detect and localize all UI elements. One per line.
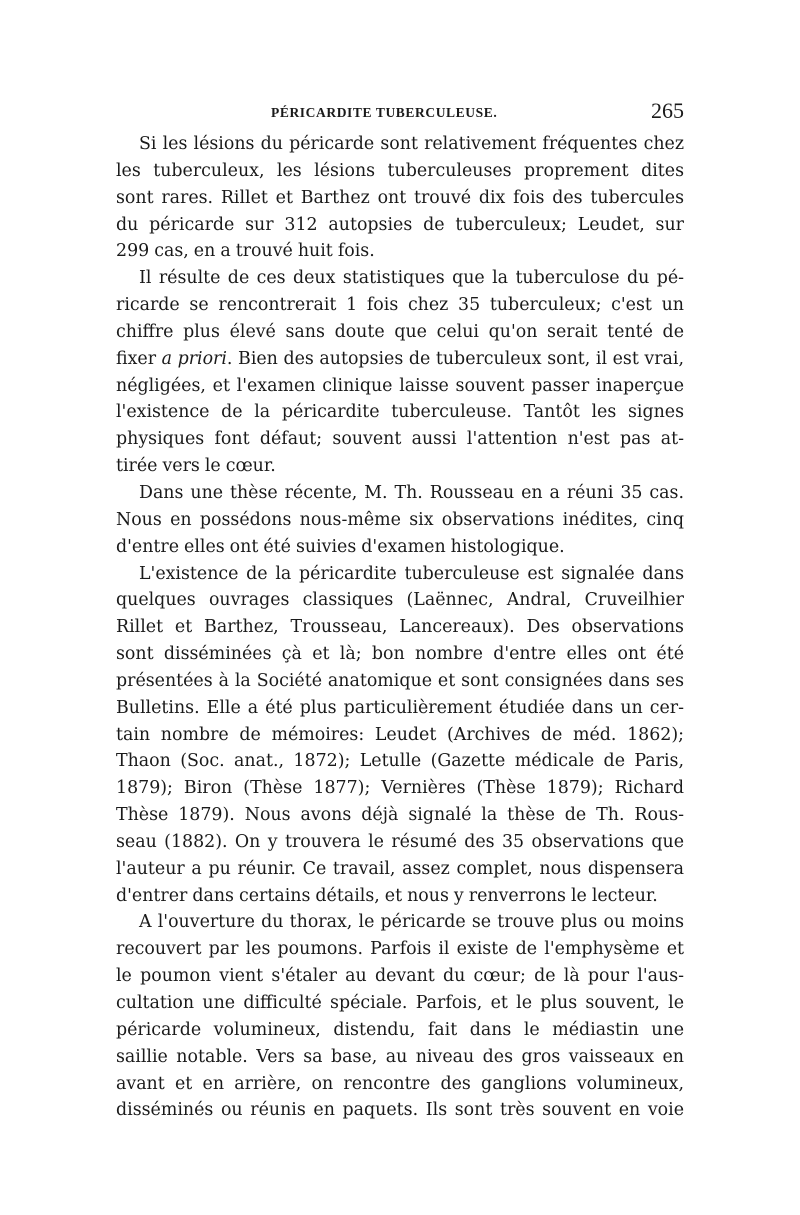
text-line: saillie notable. Vers sa base, au niveau des gros vaisseaux en (116, 1046, 684, 1067)
text-line: avant et en arrière, on rencontre des ganglions volumineux, (116, 1073, 684, 1094)
text-line: les tuberculeux, les lésions tuberculeuses proprement dites (116, 160, 684, 181)
text-line: Rillet et Barthez, Trousseau, Lancereaux). Des observations (116, 617, 684, 638)
italic-phrase: a priori (161, 348, 227, 369)
text-line: sont disséminées çà et là; bon nombre d'entre elles ont été (116, 644, 684, 665)
text-line: Bulletins. Elle a été plus particulièrement étudiée dans un cer- (116, 697, 684, 718)
text-line: Dans une thèse récente, M. Th. Rousseau en a réuni 35 cas. (139, 482, 684, 503)
text-line: Thèse 1879). Nous avons déjà signalé la thèse de Th. Rous- (116, 805, 684, 826)
text-line: tirée vers le cœur. (116, 456, 276, 477)
text-line (116, 346, 684, 373)
text-line: chiffre plus élevé sans doute que celui qu'on serait tenté de (116, 321, 684, 342)
text-line: Thaon (Soc. anat., 1872); Letulle (Gazette médicale de Paris, (116, 751, 684, 772)
text-line: tain nombre de mémoires: Leudet (Archives de méd. 1862); (116, 724, 684, 745)
text-line: l'auteur a pu réunir. Ce travail, assez complet, nous dispensera (116, 858, 684, 879)
text-line: ricarde se rencontrerait 1 fois chez 35 tuberculeux; c'est un (116, 295, 684, 316)
text-line: d'entrer dans certains détails, et nous y renverrons le lecteur. (116, 885, 658, 906)
running-title: PÉRICARDITE TUBERCULEUSE. (271, 105, 498, 120)
text-line: Nous en possédons nous-même six observations inédites, cinq (116, 509, 684, 530)
text-line: quelques ouvrages classiques (Laënnec, Andral, Cruveilhier (116, 590, 684, 611)
text-line: 1879); Biron (Thèse 1877); Vernières (Thèse 1879); Richard (116, 778, 684, 799)
text-line: du péricarde sur 312 autopsies de tuberculeux; Leudet, sur (116, 214, 684, 235)
text-fragment: fixer (116, 348, 162, 369)
text-line: seau (1882). On y trouvera le résumé des 35 observations que (116, 831, 684, 852)
text-line: disséminés ou réunis en paquets. Ils sont très souvent en voie (116, 1100, 684, 1121)
text-line: Si les lésions du péricarde sont relativement fréquentes chez (139, 134, 684, 154)
text-line: négligées, et l'examen clinique laisse souvent passer inaperçue (116, 375, 684, 396)
running-head (116, 98, 684, 128)
text-line: le poumon vient s'étaler au devant du cœur; de là pour l'aus- (116, 966, 684, 987)
text-line: cultation une difficulté spéciale. Parfois, et le plus souvent, le (116, 993, 684, 1013)
text-line: recouvert par les poumons. Parfois il existe de l'emphysème et (116, 939, 684, 960)
text-line: Il résulte de ces deux statistiques que la tuberculose du pé- (139, 268, 684, 289)
text-line: A l'ouverture du thorax, le péricarde se trouve plus ou moins (139, 912, 684, 933)
text-line: présentées à la Société anatomique et sont consignées dans ses (116, 670, 684, 691)
text-line: physiques font défaut; souvent aussi l'attention n'est pas at- (116, 429, 684, 450)
text-line: d'entre elles ont été suivies d'examen histologique. (116, 536, 565, 557)
text-line: l'existence de la péricardite tuberculeuse. Tantôt les signes (116, 402, 684, 423)
text-fragment: . Bien des autopsies de tuberculeux sont, il est vrai, (226, 348, 684, 369)
text-line: péricarde volumineux, distendu, fait dans le médiastin une (116, 1019, 684, 1040)
text-line: sont rares. Rillet et Barthez ont trouvé dix fois des tubercules (116, 187, 684, 208)
text-body (116, 131, 684, 1124)
text-line: L'existence de la péricardite tuberculeuse est signalée dans (139, 563, 684, 584)
page-number: 265 (651, 98, 684, 123)
text-line: 299 cas, en a trouvé huit fois. (116, 241, 375, 262)
